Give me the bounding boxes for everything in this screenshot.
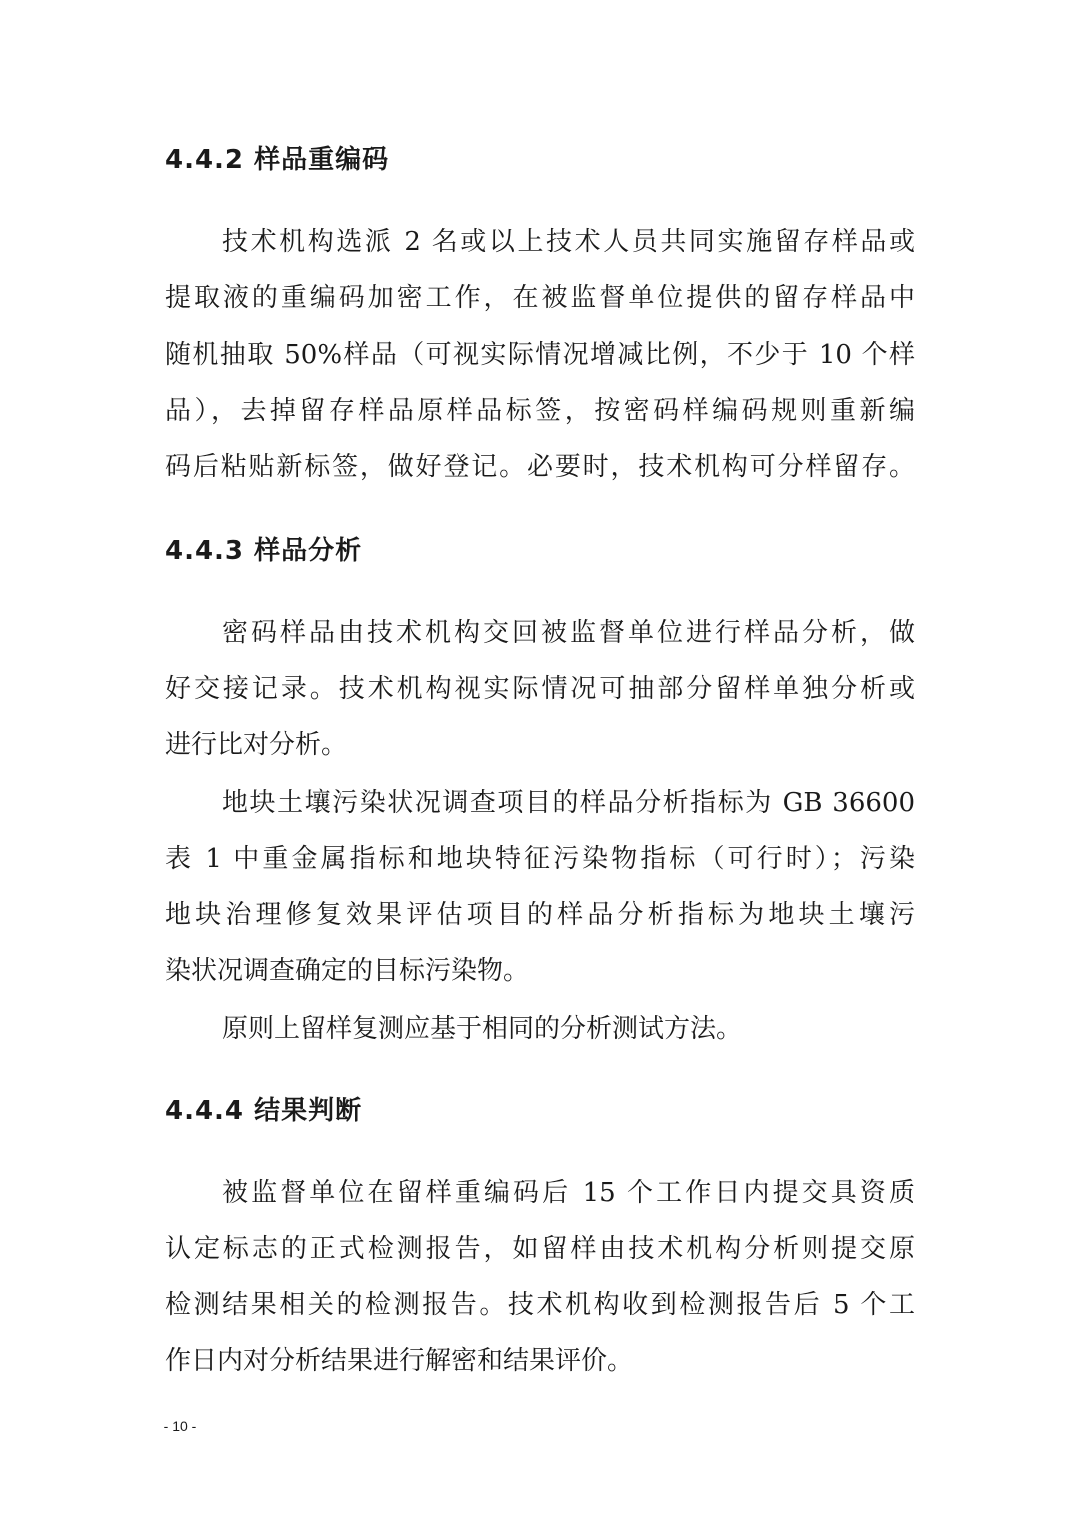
- page-number: - 10 -: [163, 1418, 197, 1434]
- text-line: 码后粘贴新标签，做好登记。必要时，技术机构可分样留存。: [165, 452, 915, 482]
- text-line: 表 1 中重金属指标和地块特征污染物指标（可行时）；污染: [165, 844, 915, 874]
- text-line: 提取液的重编码加密工作，在被监督单位提供的留存样品中: [165, 283, 915, 313]
- section-heading: 4.4.4 结果判断: [165, 1096, 363, 1126]
- text-line: 技术机构选派 2 名或以上技术人员共同实施留存样品或: [222, 227, 915, 257]
- text-line: 被监督单位在留样重编码后 15 个工作日内提交具资质: [222, 1178, 915, 1208]
- text-line: 随机抽取 50%样品（可视实际情况增减比例，不少于 10 个样: [165, 340, 915, 370]
- text-line: 原则上留样复测应基于相同的分析测试方法。: [222, 1014, 743, 1044]
- text-line: 地块土壤污染状况调查项目的样品分析指标为 GB 36600: [222, 788, 915, 818]
- section-heading: 4.4.3 样品分析: [165, 536, 363, 566]
- text-line: 好交接记录。技术机构视实际情况可抽部分留样单独分析或: [165, 674, 915, 704]
- text-line: 检测结果相关的检测报告。技术机构收到检测报告后 5 个工: [165, 1290, 915, 1320]
- text-line: 品），去掉留存样品原样品标签，按密码样编码规则重新编: [165, 396, 915, 426]
- text-line: 染状况调查确定的目标污染物。: [165, 956, 530, 986]
- text-line: 认定标志的正式检测报告，如留样由技术机构分析则提交原: [165, 1234, 915, 1264]
- text-line: 进行比对分析。: [165, 730, 348, 760]
- text-line: 地块治理修复效果评估项目的样品分析指标为地块土壤污: [165, 900, 915, 930]
- text-line: 密码样品由技术机构交回被监督单位进行样品分析，做: [222, 618, 915, 648]
- section-heading: 4.4.2 样品重编码: [165, 145, 390, 175]
- text-line: 作日内对分析结果进行解密和结果评价。: [165, 1346, 634, 1376]
